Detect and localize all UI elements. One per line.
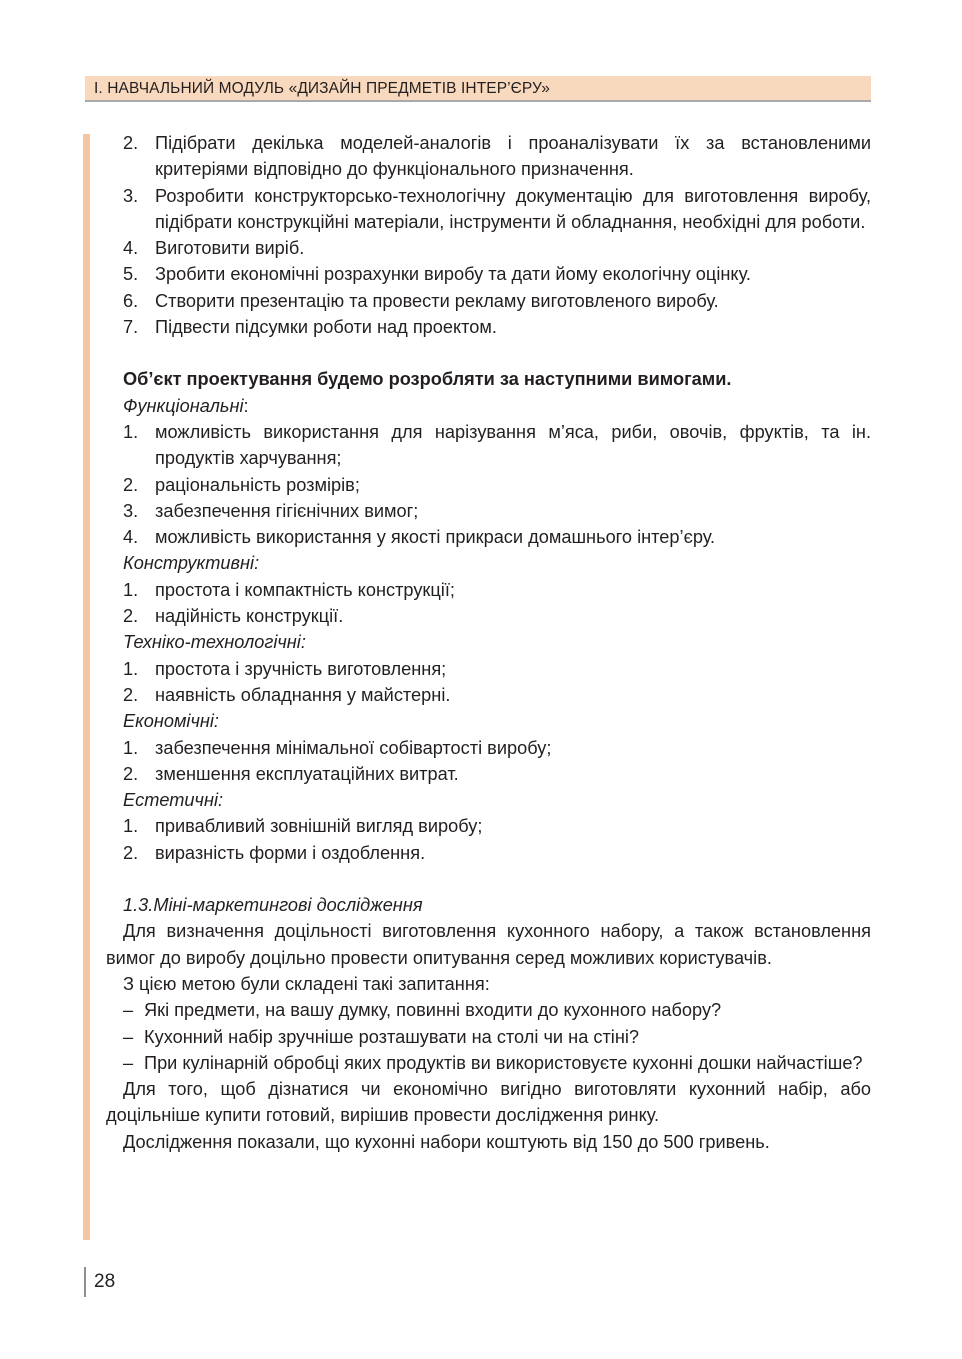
item-text: привабливий зовнішній вигляд виробу;: [155, 816, 483, 837]
page-number: 28: [94, 1271, 116, 1292]
item-text: надійність конструкції.: [155, 606, 344, 627]
step-number: 4.: [123, 238, 139, 259]
step-text: Підвести підсумки роботи над проектом.: [155, 317, 497, 338]
step-number: 7.: [123, 317, 139, 338]
marketing-paragraph: Для того, щоб дізнатися чи економічно вигідно виготовляти кухонний набір, або доцільніше купити готовий, вирішив провести дослідження ринку.: [106, 1079, 871, 1126]
marketing-conclusion: Дослідження показали, що кухонні набори коштують від 150 до 500 гривень.: [123, 1131, 770, 1152]
spacer: [106, 866, 871, 892]
step-text: Розробити конструкторсько-технологічну документацію для виготовлення виробу, підібрати конструкційні матеріали, інструменти й обладнання, необхідні для роботи.: [155, 185, 871, 232]
footer-divider: [84, 1267, 86, 1297]
item-text: можливість використання у якості прикраси домашнього інтер’єру.: [155, 527, 716, 548]
marketing-intro: Для визначення доцільності виготовлення кухонного набору, а також встановлення вимог до виробу доцільно провести опитування серед можливих користувачів.: [106, 921, 871, 968]
step-number: 6.: [123, 290, 139, 311]
questions-intro: З цією метою були складені такі запитання:: [123, 973, 490, 994]
item-number: 4.: [123, 527, 139, 548]
requirement-item: [106, 682, 871, 708]
question-item: [106, 1050, 871, 1076]
category-colon: :: [243, 395, 249, 416]
requirement-item: [106, 813, 871, 839]
requirement-item: [106, 472, 871, 498]
category-economic: Економічні:: [123, 711, 219, 732]
item-text: забезпечення гігієнічних вимог;: [155, 500, 419, 521]
category-label: Функціональні: [123, 395, 244, 416]
step-item: [106, 183, 871, 236]
item-text: виразність форми і оздоблення.: [155, 842, 426, 863]
requirement-item: [106, 735, 871, 761]
question-text: Кухонний набір зручніше розташувати на столі чи на стіні?: [144, 1026, 640, 1047]
category-aesthetic: Естетичні:: [123, 790, 224, 811]
chapter-title: І. НАВЧАЛЬНИЙ МОДУЛЬ «ДИЗАЙН ПРЕДМЕТІВ ІНТЕР’ЄРУ»: [94, 80, 550, 97]
category-constructive: Конструктивні:: [123, 553, 260, 574]
step-item: [106, 261, 871, 287]
requirement-item: [106, 498, 871, 524]
spacer: [106, 340, 871, 366]
item-text: простота і зручність виготовлення;: [155, 658, 447, 679]
requirement-item: [106, 761, 871, 787]
step-text: Виготовити виріб.: [155, 238, 305, 259]
requirement-item: [106, 656, 871, 682]
step-item: [106, 235, 871, 261]
question-text: Які предмети, на вашу думку, повинні входити до кухонного набору?: [144, 1000, 722, 1021]
item-text: забезпечення мінімальної собівартості виробу;: [155, 737, 552, 758]
dash-bullet: –: [123, 1026, 134, 1047]
item-text: зменшення експлуатаційних витрат.: [155, 763, 459, 784]
requirement-item: [106, 603, 871, 629]
item-text: можливість використання для нарізування м’яса, риби, овочів, фруктів, та ін. продуктів харчування;: [155, 421, 871, 469]
step-item: [106, 288, 871, 314]
requirement-item: [106, 840, 871, 866]
item-number: 2.: [123, 474, 139, 495]
item-number: 1.: [123, 737, 139, 758]
dash-bullet: –: [123, 1000, 134, 1021]
step-number: 2.: [123, 133, 139, 153]
item-number: 2.: [123, 606, 139, 627]
question-item: [106, 1024, 871, 1050]
step-text: Створити презентацію та провести рекламу виготовленого виробу.: [155, 290, 719, 311]
category-technological: Техніко-технологічні:: [123, 632, 306, 653]
item-text: наявність обладнання у майстерні.: [155, 684, 451, 705]
page-content: [106, 130, 871, 1155]
step-text: Підібрати декілька моделей-аналогів і проаналізувати їх за встановленими критеріями відповідно до функціонального призначення.: [155, 133, 871, 180]
item-number: 1.: [123, 421, 139, 442]
step-item: [106, 314, 871, 340]
dash-bullet: –: [123, 1052, 134, 1073]
item-text: раціональність розмірів;: [155, 474, 360, 495]
question-item: [106, 997, 871, 1023]
category-functional: [106, 393, 871, 419]
step-text: Зробити економічні розрахунки виробу та дати йому екологічну оцінку.: [155, 264, 751, 285]
chapter-header: [85, 76, 871, 102]
item-number: 1.: [123, 579, 139, 600]
item-number: 2.: [123, 842, 139, 863]
side-accent-bar: [83, 134, 90, 1240]
item-number: 3.: [123, 500, 139, 521]
requirement-item: [106, 419, 871, 472]
step-item: [106, 130, 871, 183]
requirement-item: [106, 524, 871, 550]
item-number: 2.: [123, 684, 139, 705]
step-number: 5.: [123, 264, 139, 285]
step-number: 3.: [123, 185, 139, 206]
section-heading: 1.3.Міні-маркетингові дослідження: [123, 895, 423, 916]
item-text: простота і компактність конструкції;: [155, 579, 455, 600]
item-number: 1.: [123, 816, 139, 837]
item-number: 1.: [123, 658, 139, 679]
question-text: При кулінарній обробці яких продуктів ви використовуєте кухонні дошки найчастіше?: [144, 1052, 863, 1073]
requirements-heading: Об’єкт проектування будемо розробляти за наступними вимогами.: [123, 369, 732, 390]
requirement-item: [106, 577, 871, 603]
item-number: 2.: [123, 763, 139, 784]
